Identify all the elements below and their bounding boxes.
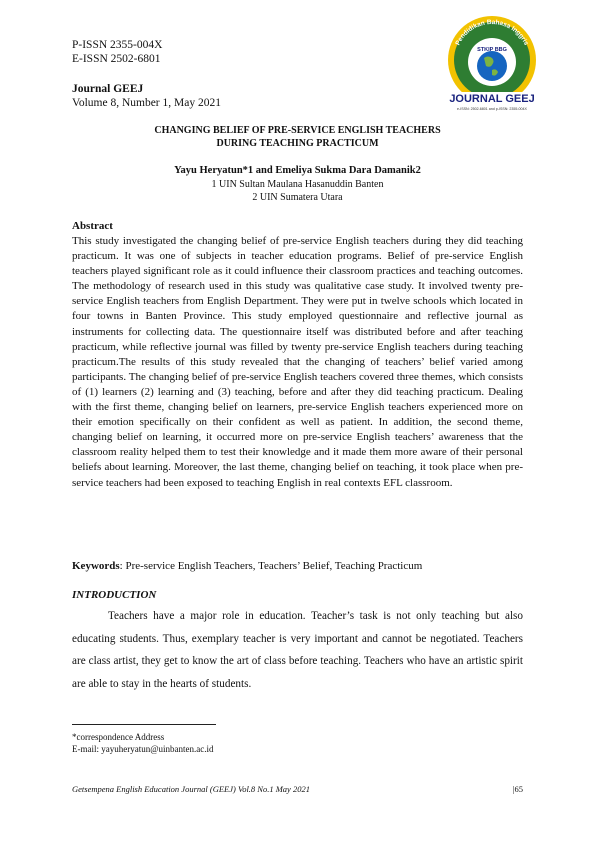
journal-logo bbox=[432, 8, 552, 112]
authors: Yayu Heryatun*1 and Emeliya Sukma Dara Damanik2 bbox=[174, 165, 421, 176]
introduction-text: Teachers have a major role in education. Teacher’s task is not only teaching but also educating students. Thus, exemplary teacher is very important and cannot be negotiated. Teachers are class artist, they get to know the art of class before teaching. Teachers who have an artistic spirit are able to stay in the hearts of students. bbox=[72, 610, 523, 690]
issn-block bbox=[72, 38, 162, 66]
keywords-list: : Pre-service English Teachers, Teachers’ Belief, Teaching Practicum bbox=[119, 560, 423, 572]
page-number: |65 bbox=[512, 784, 523, 794]
introduction-heading: INTRODUCTION bbox=[72, 589, 157, 601]
logo-arc-text: Pendidikan Bahasa Inggris bbox=[454, 18, 530, 47]
title-line-1: CHANGING BELIEF OF PRE-SERVICE ENGLISH TEACHERS bbox=[154, 125, 441, 136]
journal-name: Journal GEEJ bbox=[72, 83, 144, 95]
page-footer bbox=[72, 784, 523, 794]
logo-name: JOURNAL GEEJ bbox=[449, 93, 535, 105]
p-issn: P-ISSN 2355-004X bbox=[72, 39, 163, 51]
correspondence-note: *correspondence Address bbox=[72, 732, 165, 742]
journal-volume: Volume 8, Number 1, May 2021 bbox=[72, 97, 221, 109]
e-issn: E-ISSN 2502-6801 bbox=[72, 53, 161, 65]
keywords bbox=[72, 560, 422, 572]
globe-icon bbox=[477, 51, 507, 81]
footnote-rule bbox=[72, 724, 216, 725]
logo-institution: STKIP BBG bbox=[477, 47, 507, 53]
keywords-label: Keywords bbox=[72, 560, 120, 572]
footer-citation: Getsempena English Education Journal (GEEJ) Vol.8 No.1 May 2021 bbox=[72, 784, 310, 794]
journal-info bbox=[72, 82, 221, 110]
abstract-text: This study investigated the changing belief of pre-service English teachers during they did teaching practicum. It was one of subjects in teacher education programs. Belief of pre-service English teachers played significant role as it could influence their classroom practices and teaching outcomes. The methodology of research used in this study was qualitative case study. It involved twenty pre-service English teachers from English Department. They were put in twelve schools which located in four towns in Banten Province. This study employed questionnaire and reflective journal as instruments for collecting data. The questionnaire itself was distributed before and after teaching practicum, while reflective journal was filled by twenty pre-service English teachers during teaching practicum.The results of this study revealed that the changing of teachers’ belief varied among participants. The changing belief of pre-service English teachers covered three themes, which consists of (1) learners (2) learning and (3) teaching, before and after they did teaching practicum. Dealing with the first theme, changing belief on learners, pre-service English teachers experienced more on their emotion specifically on their confident as well as patient. In addition, the second theme, changing belief on learning, it occurred more on pre-service English teachers’ awareness that the classroom reality helped them to test their knowledge and it made them more aware of their personal beliefs about learning. Moreover, the last theme, changing belief on teaching, it took place when pre-service teachers had been exposed to teaching English in real contexts EFL classroom. bbox=[72, 235, 523, 489]
abstract-heading: Abstract bbox=[72, 220, 113, 232]
logo-issn: e-ISSN: 2502-6801 and p-ISSN: 2355-004X bbox=[457, 107, 527, 111]
affiliation-2: 2 UIN Sumatera Utara bbox=[252, 192, 343, 203]
paper-title bbox=[60, 124, 535, 150]
footnote bbox=[72, 731, 214, 755]
correspondence-email[interactable]: E-mail: yayuheryatun@uinbanten.ac.id bbox=[72, 744, 214, 754]
title-line-2: DURING TEACHING PRACTICUM bbox=[216, 138, 379, 149]
affiliation-1: 1 UIN Sultan Maulana Hasanuddin Banten bbox=[211, 179, 384, 190]
